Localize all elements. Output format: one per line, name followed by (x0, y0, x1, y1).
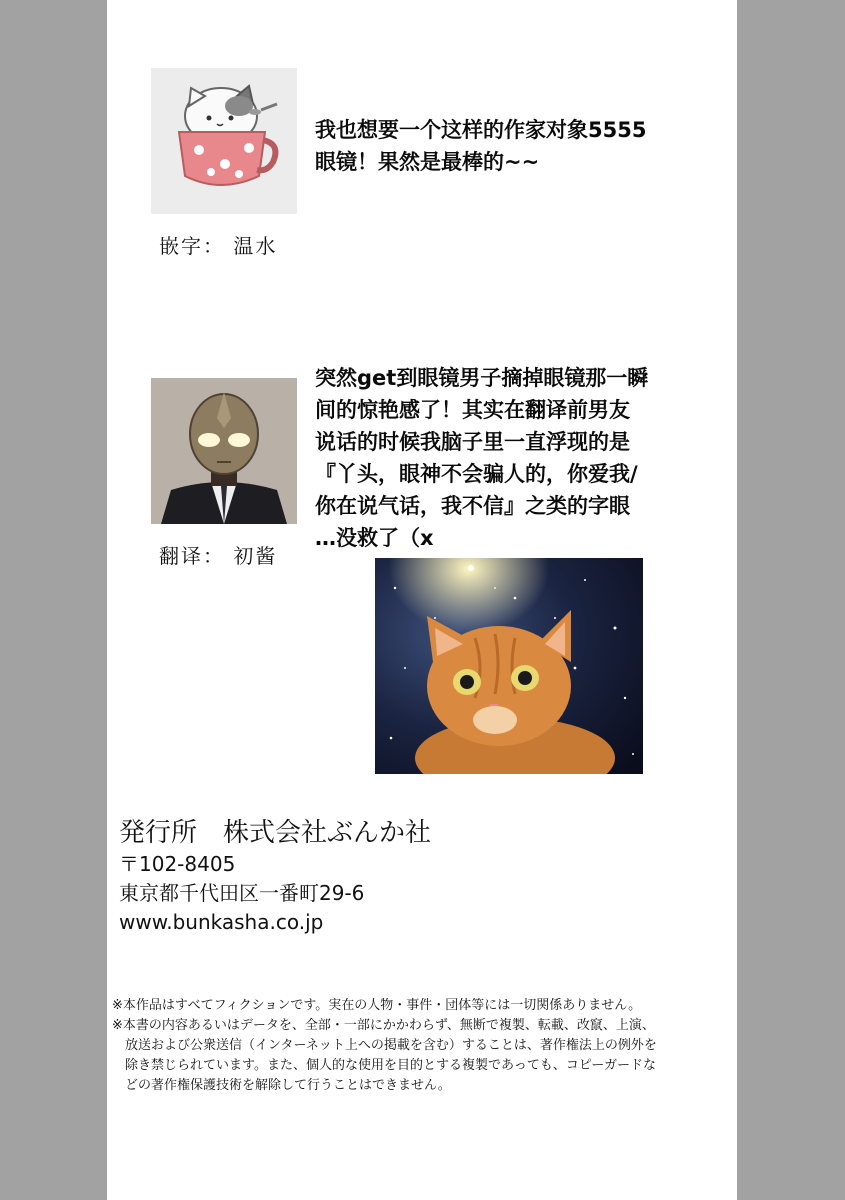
notice-line: どの著作権保護技術を解除して行うことはできません。 (125, 1078, 451, 1093)
typesetter-comment (315, 114, 720, 178)
comment-line: 你在说气话，我不信』之类的字眼 (315, 494, 630, 518)
legal-notice (112, 996, 734, 1096)
postal-code: 〒102-8405 (119, 852, 236, 876)
masked-hero-in-suit-icon (151, 378, 297, 524)
translator-credit: 翻译： 初酱 (159, 544, 278, 568)
website-url: www.bunkasha.co.jp (119, 910, 324, 934)
address: 東京都千代田区一番町29-6 (119, 881, 365, 905)
cat-in-space-icon (375, 558, 643, 774)
comment-line: 我也想要一个这样的作家对象5555 (315, 118, 647, 142)
comment-line: 眼镜！果然是最棒的~~ (315, 150, 540, 174)
notice-line: ※本作品はすべてフィクションです。実在の人物・事件・団体等には一切関係ありません。 (112, 998, 642, 1013)
publisher-label: 発行所 (119, 818, 198, 848)
comment-line: …没救了（x (315, 526, 434, 550)
comment-line: 突然get到眼镜男子摘掉眼镜那一瞬 (315, 366, 649, 390)
publisher-heading (119, 816, 431, 850)
cat-in-teacup-icon (151, 68, 297, 214)
typesetter-credit: 嵌字： 温水 (159, 234, 278, 258)
afterword-page (107, 0, 737, 1200)
publisher-name: 株式会社ぶんか社 (223, 818, 432, 848)
notice-line: ※本書の内容あるいはデータを、全部・一部にかかわらず、無断で複製、転載、改竄、上演、 (112, 1018, 655, 1033)
notice-line: 除き禁じられています。また、個人的な使用を目的とする複製であっても、コピーガードな (125, 1058, 657, 1073)
publisher-info (119, 816, 431, 937)
notice-line: 放送および公衆送信（インターネット上への掲載を含む）することは、著作権法上の例外を (125, 1038, 657, 1053)
comment-line: 『丫头，眼神不会骗人的，你爱我/ (315, 462, 638, 486)
translator-comment (315, 362, 720, 554)
comment-line: 说话的时候我脑子里一直浮现的是 (315, 430, 630, 454)
comment-line: 间的惊艳感了！其实在翻译前男友 (315, 398, 630, 422)
